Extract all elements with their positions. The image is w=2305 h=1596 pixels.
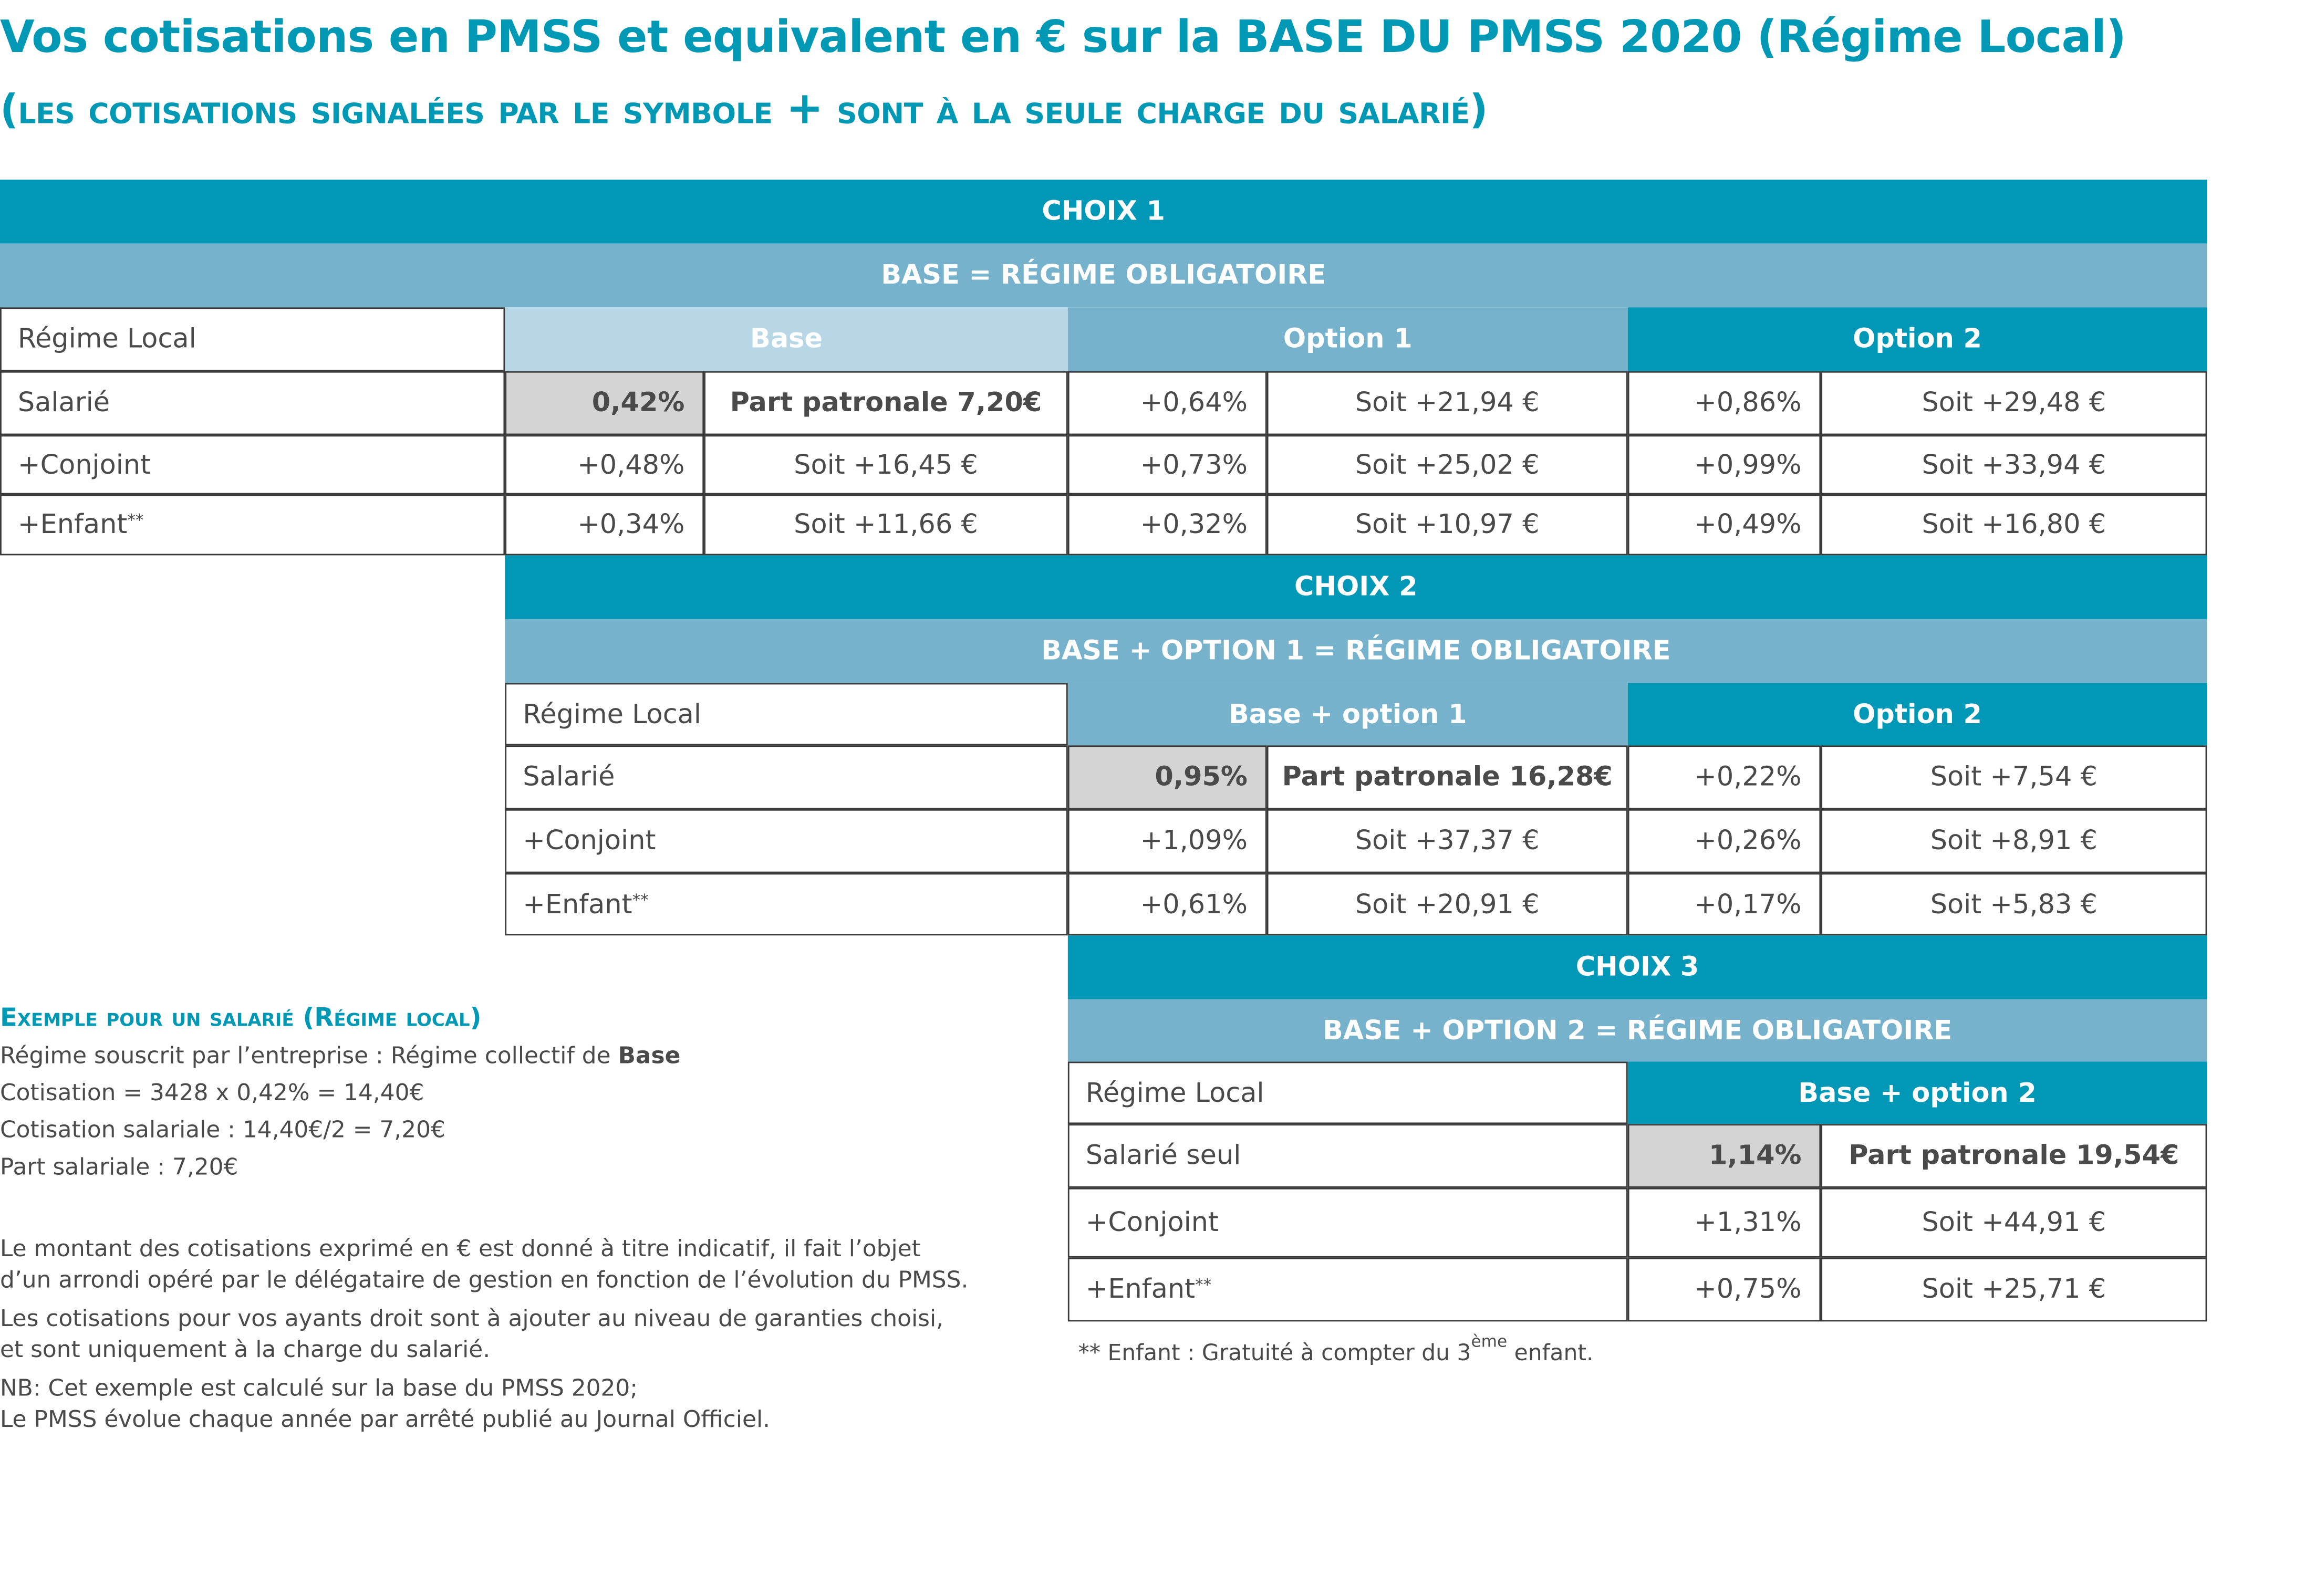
footnote-marker: **: [127, 510, 144, 530]
choix3-eur: Soit +44,91 €: [1821, 1188, 2207, 1258]
footnote-marker: **: [1195, 1275, 1212, 1295]
note-line: NB: Cet exemple est calculé sur la base du PMSS 2020;: [0, 1375, 638, 1402]
choix3-regime-label: Régime Local: [1068, 1062, 1628, 1124]
row-label-text: +Enfant: [1085, 1274, 1196, 1306]
choix2-opt2-eur: Soit +8,91 €: [1821, 809, 2207, 873]
choix2-col-option2: Option 2: [1628, 683, 2207, 746]
choix1-row-label: +Conjoint: [0, 435, 505, 494]
row-label-text: +Enfant: [523, 889, 632, 920]
example-line: Cotisation = 3428 x 0,42% = 14,40€: [0, 1079, 424, 1107]
footnote-text-a: ** Enfant : Gratuité à compter du 3: [1078, 1339, 1471, 1366]
choix2-col-base: Base + option 1: [1068, 683, 1628, 746]
choix1-base-eur: Part patronale 7,20€: [704, 371, 1068, 435]
row-label-text: +Enfant: [17, 509, 128, 541]
choix2-base-eur: Soit +20,91 €: [1267, 873, 1628, 935]
plus-symbol: +: [786, 83, 823, 135]
example-line1-text: Régime souscrit par l’entreprise : Régime collectif de: [0, 1042, 618, 1069]
choix2-row-label: [505, 873, 1068, 935]
choix2-opt2-pct: +0,26%: [1628, 809, 1821, 873]
choix3-col-base: Base + option 2: [1628, 1062, 2207, 1124]
choix1-opt1-eur: Soit +25,02 €: [1267, 435, 1628, 494]
note-line: Le PMSS évolue chaque année par arrêté publié au Journal Officiel.: [0, 1406, 771, 1433]
choix1-base-pct: +0,48%: [505, 435, 704, 494]
choix1-opt1-pct: +0,32%: [1068, 494, 1267, 555]
choix1-title: CHOIX 1: [0, 180, 2207, 244]
choix1-opt1-pct: +0,73%: [1068, 435, 1267, 494]
choix1-opt2-eur: Soit +33,94 €: [1821, 435, 2207, 494]
choix2-base-eur: Part patronale 16,28€: [1267, 745, 1628, 809]
choix2-row-label: +Conjoint: [505, 809, 1068, 873]
note-line: Le montant des cotisations exprimé en € est donné à titre indicatif, il fait l’objet: [0, 1235, 921, 1263]
choix1-row-label: Salarié: [0, 371, 505, 435]
choix1-base-pct: +0,34%: [505, 494, 704, 555]
subtitle-close: sont à la seule charge du salarié): [823, 87, 1488, 134]
choix1-regime-label: Régime Local: [0, 307, 505, 371]
choix2-base-eur: Soit +37,37 €: [1267, 809, 1628, 873]
example-line1-bold: Base: [618, 1042, 681, 1069]
choix3-pct: +0,75%: [1628, 1258, 1821, 1322]
choix3-subtitle: BASE + OPTION 2 = RÉGIME OBLIGATOIRE: [1068, 999, 2207, 1062]
choix1-col-option1: Option 1: [1068, 307, 1628, 371]
choix1-opt2-eur: Soit +16,80 €: [1821, 494, 2207, 555]
choix3-eur: Part patronale 19,54€: [1821, 1124, 2207, 1188]
choix1-opt2-pct: +0,99%: [1628, 435, 1821, 494]
choix2-title: CHOIX 2: [505, 555, 2207, 619]
choix2-base-pct: +1,09%: [1068, 809, 1267, 873]
choix3-pct: 1,14%: [1628, 1124, 1821, 1188]
choix2-subtitle: BASE + OPTION 1 = RÉGIME OBLIGATOIRE: [505, 619, 2207, 683]
footnote-ordinal: ème: [1471, 1332, 1508, 1351]
choix2-regime-label: Régime Local: [505, 683, 1068, 746]
choix3-row-label: Salarié seul: [1068, 1124, 1628, 1188]
choix3-title: CHOIX 3: [1068, 935, 2207, 999]
choix1-base-eur: Soit +11,66 €: [704, 494, 1068, 555]
example-line: [0, 1042, 680, 1069]
choix1-subtitle: BASE = RÉGIME OBLIGATOIRE: [0, 244, 2207, 308]
choix3-pct: +1,31%: [1628, 1188, 1821, 1258]
choix1-base-pct: 0,42%: [505, 371, 704, 435]
choix3-row-label: [1068, 1258, 1628, 1322]
choix1-col-base: Base: [505, 307, 1068, 371]
choix2-opt2-pct: +0,22%: [1628, 745, 1821, 809]
example-line: Part salariale : 7,20€: [0, 1153, 238, 1181]
choix2-base-pct: +0,61%: [1068, 873, 1267, 935]
choix2-base-pct: 0,95%: [1068, 745, 1267, 809]
page-title: Vos cotisations en PMSS et equivalent en € sur la BASE DU PMSS 2020 (Régime Local): [0, 12, 2126, 64]
choix2-opt2-pct: +0,17%: [1628, 873, 1821, 935]
choix2-opt2-eur: Soit +7,54 €: [1821, 745, 2207, 809]
subtitle-open: (les cotisations signalées par le symbole: [0, 87, 786, 134]
page-subtitle: [0, 83, 1488, 135]
choix1-opt1-eur: Soit +10,97 €: [1267, 494, 1628, 555]
note-line: d’un arrondi opéré par le délégataire de gestion en fonction de l’évolution du PMSS.: [0, 1266, 969, 1294]
choix1-opt2-pct: +0,86%: [1628, 371, 1821, 435]
enfant-footnote: [1078, 1332, 1594, 1366]
note-line: et sont uniquement à la charge du salarié.: [0, 1336, 491, 1363]
footnote-text-b: enfant.: [1507, 1339, 1594, 1366]
choix2-row-label: Salarié: [505, 745, 1068, 809]
example-line: Cotisation salariale : 14,40€/2 = 7,20€: [0, 1117, 445, 1144]
footnote-marker: **: [632, 890, 649, 910]
choix3-eur: Soit +25,71 €: [1821, 1258, 2207, 1322]
choix1-opt1-pct: +0,64%: [1068, 371, 1267, 435]
choix1-opt2-eur: Soit +29,48 €: [1821, 371, 2207, 435]
choix1-col-option2: Option 2: [1628, 307, 2207, 371]
choix1-opt2-pct: +0,49%: [1628, 494, 1821, 555]
example-title: Exemple pour un salarié (Régime local): [0, 1004, 482, 1034]
note-line: Les cotisations pour vos ayants droit sont à ajouter au niveau de garanties choisi,: [0, 1305, 944, 1332]
choix1-opt1-eur: Soit +21,94 €: [1267, 371, 1628, 435]
choix3-row-label: +Conjoint: [1068, 1188, 1628, 1258]
choix2-opt2-eur: Soit +5,83 €: [1821, 873, 2207, 935]
choix1-row-label: [0, 494, 505, 555]
choix1-base-eur: Soit +16,45 €: [704, 435, 1068, 494]
